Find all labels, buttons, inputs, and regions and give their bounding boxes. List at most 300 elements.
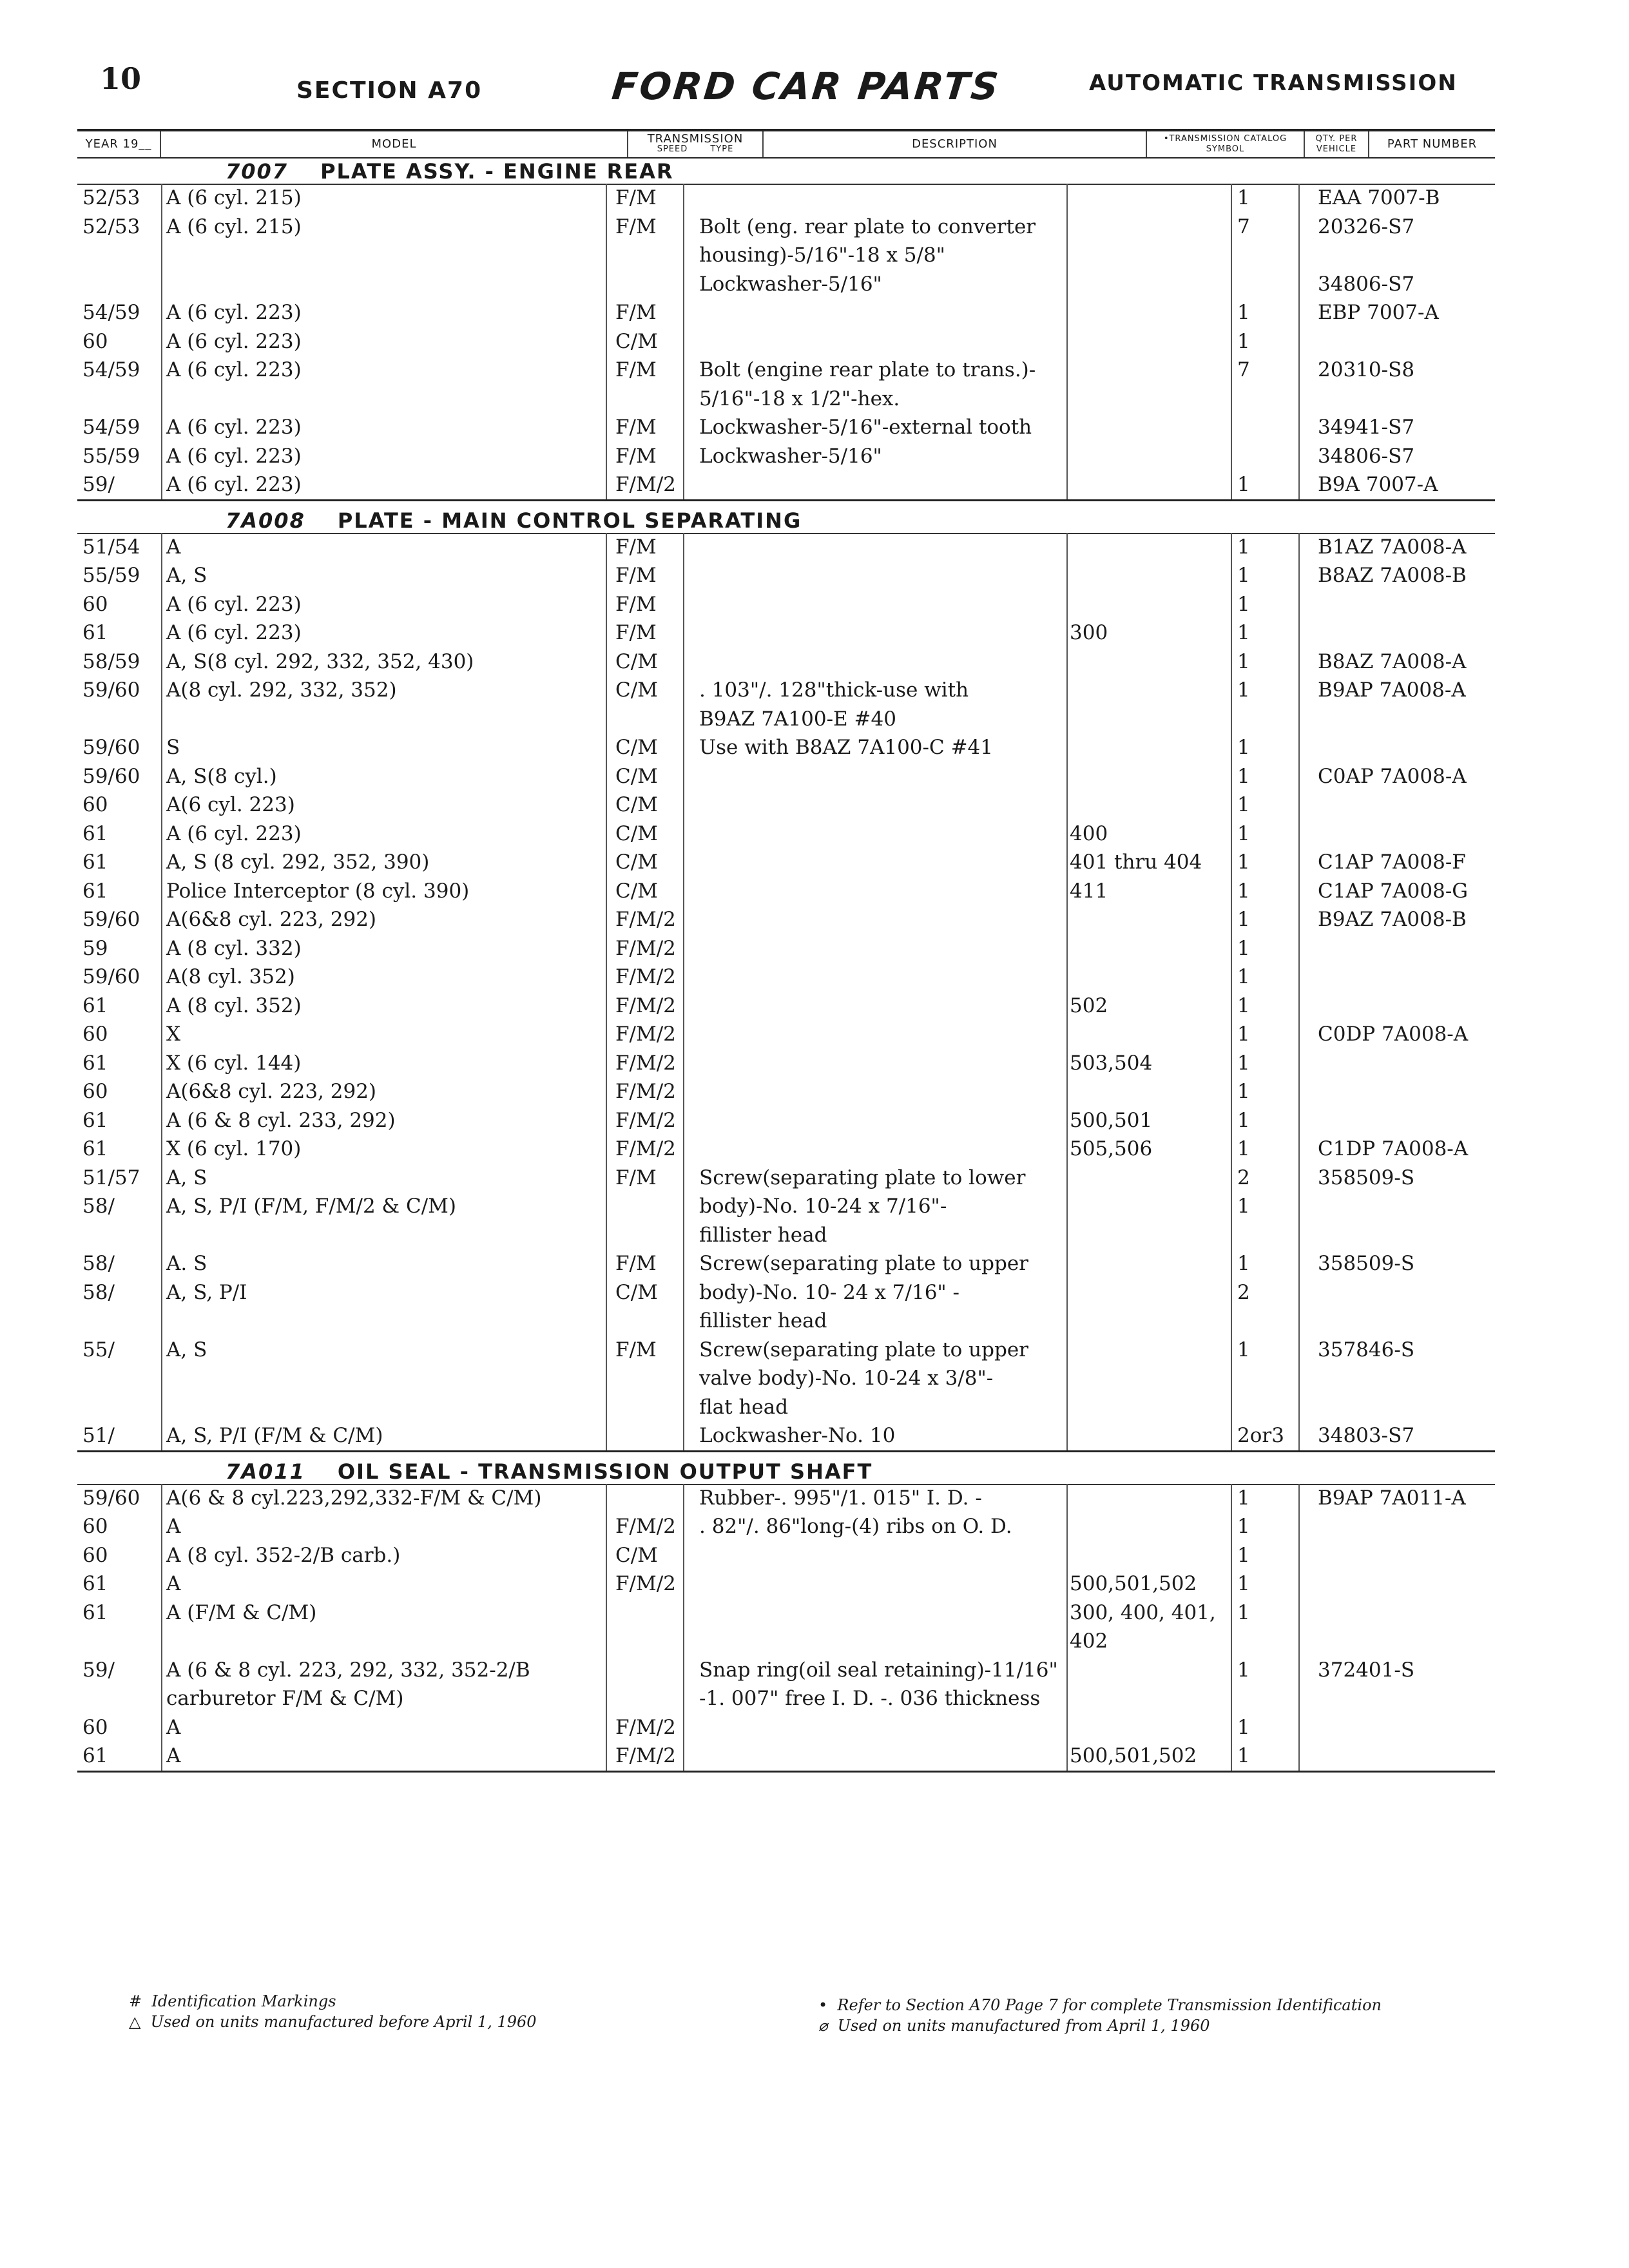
cell-year: 52/53	[82, 215, 140, 238]
cell-year: 59/60	[82, 764, 140, 788]
cell-type: C/M	[615, 822, 658, 845]
cell-description: Rubber-. 995"/1. 015" I. D. -	[699, 1486, 982, 1510]
cell-year: 55/59	[82, 444, 140, 468]
cell-description: body)-No. 10-24 x 7/16"-	[699, 1195, 947, 1218]
cell-year: 60	[82, 1515, 108, 1538]
table-row	[77, 1657, 1495, 1686]
table-row	[77, 1078, 1495, 1107]
cell-type: F/M	[615, 215, 657, 238]
cell-description: Screw(separating plate to lower	[699, 1166, 1026, 1189]
cell-description: body)-No. 10- 24 x 7/16" -	[699, 1280, 959, 1304]
cell-description: Bolt (engine rear plate to trans.)-	[699, 358, 1036, 381]
column-divider	[1231, 184, 1232, 499]
cell-part-number: C0DP 7A008-A	[1318, 1023, 1469, 1046]
cell-year: 59/60	[82, 678, 140, 702]
cell-year: 61	[82, 1572, 108, 1595]
cell-catalog: 502	[1070, 994, 1108, 1017]
cell-model: A (6 & 8 cyl. 223, 292, 332, 352-2/B	[166, 1658, 530, 1682]
footnote-after-1960	[818, 2015, 1210, 2036]
column-header	[77, 129, 1495, 159]
column-divider	[683, 184, 684, 499]
cell-part-number: 34803-S7	[1318, 1424, 1415, 1447]
hash-symbol: #	[129, 1992, 142, 2010]
cell-description: . 82"/. 86"long-(4) ribs on O. D.	[699, 1515, 1012, 1538]
table-row	[77, 1250, 1495, 1279]
cell-year: 54/59	[82, 358, 140, 381]
cell-type: F/M/2	[615, 936, 676, 960]
cell-qty: 2	[1237, 1280, 1250, 1304]
cell-qty: 1	[1237, 649, 1250, 673]
table-row	[77, 471, 1495, 500]
cell-type: F/M	[615, 535, 657, 559]
table-row	[77, 1714, 1495, 1743]
cell-year: 54/59	[82, 416, 140, 439]
table-row	[77, 533, 1495, 562]
column-divider	[683, 1484, 684, 1771]
cell-year: 60	[82, 592, 108, 616]
col-transmission	[628, 131, 764, 157]
cell-qty: 1	[1237, 621, 1250, 644]
col-transmission-label: TRANSMISSION	[647, 132, 744, 146]
cell-model: X (6 cyl. 170)	[166, 1137, 302, 1160]
cell-model: X (6 cyl. 144)	[166, 1051, 302, 1075]
cell-type: C/M	[615, 764, 658, 788]
cell-type: C/M	[615, 678, 658, 702]
column-divider	[1298, 533, 1300, 1450]
cell-model: A (6 cyl. 223)	[166, 822, 302, 845]
cell-year: 61	[82, 850, 108, 874]
cell-model: A (6 cyl. 223)	[166, 329, 302, 353]
cell-qty: 7	[1237, 358, 1250, 381]
col-year: YEAR 19__	[77, 131, 161, 157]
footnote-refer-text: Refer to Section A70 Page 7 for complete Transmission Identification	[837, 1996, 1382, 2014]
cell-part-number: 34941-S7	[1318, 416, 1415, 439]
cell-year: 59/	[82, 1658, 115, 1682]
cell-type: F/M	[615, 301, 657, 324]
column-divider	[606, 1484, 607, 1771]
cell-type: C/M	[615, 879, 658, 903]
cell-qty: 2	[1237, 1166, 1250, 1189]
section-bottom-rule	[77, 1450, 1495, 1452]
cell-type: F/M/2	[615, 1744, 676, 1767]
cell-type: F/M/2	[615, 965, 676, 988]
cell-qty: 1	[1237, 1195, 1250, 1218]
cell-model: A(6 & 8 cyl.223,292,332-F/M & C/M)	[166, 1486, 542, 1510]
cell-year: 61	[82, 1137, 108, 1160]
footnote-before-text: Used on units manufactured before April 1, 1960	[150, 2013, 537, 2031]
cell-type: F/M/2	[615, 1051, 676, 1075]
column-divider	[606, 533, 607, 1450]
section-bottom-rule	[77, 1771, 1495, 1773]
cell-description: Lockwasher-5/16"-external tooth	[699, 416, 1032, 439]
cell-type: F/M/2	[615, 908, 676, 931]
cell-qty: 1	[1237, 1023, 1250, 1046]
cell-type: F/M	[615, 1252, 657, 1275]
cell-part-number: C1AP 7A008-G	[1318, 879, 1469, 903]
col-description: DESCRIPTION	[764, 131, 1147, 157]
table-row	[77, 619, 1495, 648]
cell-model: A (6 cyl. 223)	[166, 416, 302, 439]
cell-type: F/M/2	[615, 473, 676, 496]
section-bottom-rule	[77, 499, 1495, 501]
cell-qty: 1	[1237, 329, 1250, 353]
table-row	[77, 1542, 1495, 1571]
cell-qty: 1	[1237, 1486, 1250, 1510]
cell-catalog: 400	[1070, 822, 1108, 845]
cell-model: A. S	[166, 1252, 207, 1275]
table-row	[77, 1570, 1495, 1599]
cell-description: housing)-5/16"-18 x 5/8"	[699, 244, 945, 267]
cell-type: F/M/2	[615, 1137, 676, 1160]
table-row	[77, 963, 1495, 992]
cell-qty: 1	[1237, 1137, 1250, 1160]
cell-year: 60	[82, 1543, 108, 1567]
cell-part-number: 20310-S8	[1318, 358, 1415, 381]
table-row	[77, 356, 1495, 385]
cell-type: F/M/2	[615, 1715, 676, 1739]
cell-type: C/M	[615, 329, 658, 353]
cell-type: C/M	[615, 793, 658, 816]
cell-year: 61	[82, 621, 108, 644]
table-row	[77, 763, 1495, 792]
table-row	[77, 992, 1495, 1021]
column-divider	[161, 533, 162, 1450]
column-divider	[1298, 1484, 1300, 1771]
cell-model: A, S, P/I (F/M & C/M)	[166, 1424, 383, 1447]
section-name: PLATE - MAIN CONTROL SEPARATING	[337, 508, 802, 533]
cell-year: 60	[82, 793, 108, 816]
cell-type: F/M	[615, 186, 657, 209]
table-row	[77, 820, 1495, 849]
cell-year: 52/53	[82, 186, 140, 209]
col-speed-type	[657, 144, 734, 155]
table-row	[77, 328, 1495, 357]
cell-year: 58/	[82, 1195, 115, 1218]
cell-qty: 1	[1237, 822, 1250, 845]
table-row	[77, 1485, 1495, 1514]
cell-part-number: B1AZ 7A008-A	[1318, 535, 1467, 559]
cell-year: 61	[82, 822, 108, 845]
cell-year: 60	[82, 329, 108, 353]
cell-qty: 1	[1237, 535, 1250, 559]
table-row	[77, 184, 1495, 213]
section-code: 7007	[226, 159, 289, 184]
table-row	[77, 1021, 1495, 1050]
cell-catalog: 500,501	[1070, 1108, 1153, 1132]
table-row	[77, 1050, 1495, 1079]
cell-year: 51/54	[82, 535, 140, 559]
cell-qty: 1	[1237, 879, 1250, 903]
cell-qty: 1	[1237, 186, 1250, 209]
cell-year: 55/	[82, 1338, 115, 1361]
page-subtitle: AUTOMATIC TRANSMISSION	[1089, 70, 1458, 96]
table-row	[77, 1279, 1495, 1308]
cell-model: carburetor F/M & C/M)	[166, 1687, 404, 1710]
cell-qty: 1	[1237, 1600, 1250, 1624]
cell-description: Lockwasher-5/16"	[699, 272, 882, 296]
cell-part-number: 357846-S	[1318, 1338, 1415, 1361]
cell-year: 60	[82, 1080, 108, 1103]
cell-description: Lockwasher-5/16"	[699, 444, 882, 468]
table-row	[77, 734, 1495, 763]
table-row	[77, 1394, 1495, 1423]
cell-part-number: EAA 7007-B	[1318, 186, 1440, 209]
cell-catalog: 300	[1070, 621, 1108, 644]
cell-year: 58/	[82, 1280, 115, 1304]
col-qty: QTY. PER VEHICLE	[1305, 131, 1369, 157]
table-row	[77, 1107, 1495, 1136]
cell-part-number: C0AP 7A008-A	[1318, 764, 1467, 788]
cell-year: 60	[82, 1023, 108, 1046]
cell-year: 59/60	[82, 908, 140, 931]
cell-year: 61	[82, 1108, 108, 1132]
cell-model: A (6 cyl. 215)	[166, 186, 302, 209]
cell-model: A, S	[166, 1338, 207, 1361]
cell-model: A, S	[166, 1166, 207, 1189]
table-row	[77, 1685, 1495, 1714]
cell-model: A	[166, 1515, 181, 1538]
cell-qty: 1	[1237, 1658, 1250, 1682]
cell-qty: 7	[1237, 215, 1250, 238]
cell-part-number: B9AP 7A011-A	[1318, 1486, 1466, 1510]
cell-year: 58/59	[82, 649, 140, 673]
table-row	[77, 443, 1495, 472]
section-title	[226, 159, 674, 184]
cell-type: F/M	[615, 1166, 657, 1189]
cell-type: F/M/2	[615, 1572, 676, 1595]
cell-type: F/M	[615, 444, 657, 468]
cell-type: F/M/2	[615, 1023, 676, 1046]
cell-model: S	[166, 736, 180, 759]
cell-qty: 1	[1237, 1338, 1250, 1361]
cell-catalog: 500,501,502	[1070, 1572, 1197, 1595]
table-row	[77, 1222, 1495, 1251]
table-row	[77, 591, 1495, 620]
cell-year: 59/	[82, 473, 115, 496]
cell-part-number: B9AZ 7A008-B	[1318, 908, 1467, 931]
table-row	[77, 648, 1495, 677]
cell-type: F/M/2	[615, 1515, 676, 1538]
column-divider	[1231, 1484, 1232, 1771]
cell-qty: 1	[1237, 764, 1250, 788]
cell-type: F/M	[615, 564, 657, 587]
cell-model: Police Interceptor (8 cyl. 390)	[166, 879, 470, 903]
cell-type: F/M/2	[615, 994, 676, 1017]
cell-type: F/M	[615, 621, 657, 644]
column-divider	[1298, 184, 1300, 499]
cell-model: A (6 cyl. 223)	[166, 621, 302, 644]
footnote-after-text: Used on units manufactured from April 1, 1960	[837, 2017, 1210, 2035]
cell-model: A(8 cyl. 292, 332, 352)	[166, 678, 397, 702]
section-code: 7A008	[226, 508, 305, 533]
cell-description: Lockwasher-No. 10	[699, 1424, 896, 1447]
cell-model: X	[166, 1023, 181, 1046]
cell-qty: 1	[1237, 1515, 1250, 1538]
cell-year: 59/60	[82, 1486, 140, 1510]
cell-catalog: 411	[1070, 879, 1108, 903]
column-divider	[606, 184, 607, 499]
table-row	[77, 299, 1495, 328]
cell-type: C/M	[615, 1280, 658, 1304]
table-row	[77, 414, 1495, 443]
cell-part-number: EBP 7007-A	[1318, 301, 1439, 324]
cell-model: A (F/M & C/M)	[166, 1600, 317, 1624]
cell-description: Screw(separating plate to upper	[699, 1338, 1029, 1361]
table-row	[77, 1599, 1495, 1628]
table-row	[77, 1422, 1495, 1451]
table-row	[77, 906, 1495, 935]
cell-catalog: 300, 400, 401,	[1070, 1600, 1216, 1624]
table-row	[77, 213, 1495, 242]
cell-part-number: 20326-S7	[1318, 215, 1415, 238]
cell-model: A (6 cyl. 223)	[166, 444, 302, 468]
cell-qty: 1	[1237, 301, 1250, 324]
footnote-identification	[129, 1991, 336, 2012]
cell-qty: 1	[1237, 1051, 1250, 1075]
column-divider	[683, 533, 684, 1450]
cell-qty: 1	[1237, 994, 1250, 1017]
cell-description: fillister head	[699, 1309, 827, 1332]
column-divider	[161, 184, 162, 499]
cell-description: . 103"/. 128"thick-use with	[699, 678, 969, 702]
cell-qty: 1	[1237, 1572, 1250, 1595]
table-row	[77, 271, 1495, 300]
cell-qty: 1	[1237, 793, 1250, 816]
table-row	[77, 706, 1495, 735]
table-row	[77, 849, 1495, 878]
table-row	[77, 242, 1495, 271]
table-row	[77, 1164, 1495, 1193]
column-divider	[161, 1484, 162, 1771]
cell-year: 58/	[82, 1252, 115, 1275]
cell-part-number: 358509-S	[1318, 1252, 1415, 1275]
cell-type: F/M	[615, 416, 657, 439]
cell-model: A (6 cyl. 223)	[166, 358, 302, 381]
cell-catalog: 500,501,502	[1070, 1744, 1197, 1767]
cell-model: A (8 cyl. 332)	[166, 936, 302, 960]
table-row	[77, 1307, 1495, 1336]
cell-model: A	[166, 1715, 181, 1739]
col-catalog: •TRANSMISSION CATALOG SYMBOL	[1147, 131, 1305, 157]
cell-description: Snap ring(oil seal retaining)-11/16"	[699, 1658, 1058, 1682]
cell-qty: 1	[1237, 850, 1250, 874]
table-row	[77, 1336, 1495, 1365]
cell-catalog: 503,504	[1070, 1051, 1153, 1075]
slash-symbol: ⌀	[818, 2017, 828, 2035]
col-type: TYPE	[710, 144, 734, 154]
table-row	[77, 1365, 1495, 1394]
cell-year: 51/57	[82, 1166, 140, 1189]
cell-model: A, S(8 cyl.)	[166, 764, 277, 788]
section-name: PLATE ASSY. - ENGINE REAR	[320, 159, 674, 184]
table-row	[77, 562, 1495, 591]
section-name: OIL SEAL - TRANSMISSION OUTPUT SHAFT	[337, 1459, 873, 1484]
footnote-identification-text: Identification Markings	[151, 1992, 336, 2010]
col-speed: SPEED	[657, 144, 688, 154]
cell-catalog: 402	[1070, 1629, 1108, 1653]
cell-part-number: 372401-S	[1318, 1658, 1415, 1682]
cell-catalog: 505,506	[1070, 1137, 1153, 1160]
table-row	[77, 1742, 1495, 1771]
cell-year: 61	[82, 1600, 108, 1624]
cell-description: Use with B8AZ 7A100-C #41	[699, 736, 993, 759]
cell-part-number: B8AZ 7A008-A	[1318, 649, 1467, 673]
cell-model: A (6 cyl. 223)	[166, 301, 302, 324]
cell-model: A (6 cyl. 223)	[166, 473, 302, 496]
section-title	[226, 1459, 872, 1484]
cell-qty: 1	[1237, 564, 1250, 587]
footnote-refer-section	[818, 1995, 1382, 2015]
col-part-number: PART NUMBER	[1387, 137, 1478, 151]
cell-model: A	[166, 1744, 181, 1767]
cell-model: A, S (8 cyl. 292, 352, 390)	[166, 850, 430, 874]
cell-type: C/M	[615, 850, 658, 874]
cell-description: 5/16"-18 x 1/2"-hex.	[699, 387, 900, 410]
cell-qty: 1	[1237, 936, 1250, 960]
cell-qty: 1	[1237, 1744, 1250, 1767]
bullet-symbol: •	[818, 1996, 828, 2014]
table-row	[77, 935, 1495, 964]
page-title: FORD CAR PARTS	[610, 64, 1003, 108]
cell-year: 59	[82, 936, 108, 960]
cell-year: 51/	[82, 1424, 115, 1447]
cell-qty: 1	[1237, 678, 1250, 702]
cell-type: C/M	[615, 1543, 658, 1567]
cell-type: C/M	[615, 736, 658, 759]
footnote-before-1960	[129, 2012, 537, 2032]
column-divider	[1066, 184, 1068, 499]
cell-model: A(6&8 cyl. 223, 292)	[166, 908, 377, 931]
page-number: 10	[100, 61, 142, 96]
cell-qty: 1	[1237, 1080, 1250, 1103]
cell-model: A (8 cyl. 352)	[166, 994, 302, 1017]
cell-description: flat head	[699, 1395, 789, 1419]
section-title	[226, 508, 802, 533]
cell-year: 54/59	[82, 301, 140, 324]
cell-type: F/M	[615, 592, 657, 616]
section-code: 7A011	[226, 1459, 305, 1484]
cell-qty: 1	[1237, 1108, 1250, 1132]
cell-part-number: 34806-S7	[1318, 444, 1415, 468]
cell-year: 59/60	[82, 965, 140, 988]
cell-year: 60	[82, 1715, 108, 1739]
cell-type: F/M/2	[615, 1080, 676, 1103]
col-model: MODEL	[161, 131, 628, 157]
cell-part-number: B8AZ 7A008-B	[1318, 564, 1467, 587]
cell-part-number: B9AP 7A008-A	[1318, 678, 1466, 702]
table-row	[77, 1513, 1495, 1542]
cell-model: A, S(8 cyl. 292, 332, 352, 430)	[166, 649, 474, 673]
cell-model: A (8 cyl. 352-2/B carb.)	[166, 1543, 401, 1567]
table-row	[77, 791, 1495, 820]
cell-year: 61	[82, 1051, 108, 1075]
column-divider	[1231, 533, 1232, 1450]
cell-year: 61	[82, 994, 108, 1017]
table-row	[77, 1628, 1495, 1657]
cell-qty: 1	[1237, 473, 1250, 496]
table-row	[77, 1193, 1495, 1222]
cell-model: A(8 cyl. 352)	[166, 965, 295, 988]
cell-type: F/M/2	[615, 1108, 676, 1132]
cell-year: 61	[82, 1744, 108, 1767]
table-row	[77, 1135, 1495, 1164]
cell-qty: 1	[1237, 1715, 1250, 1739]
cell-model: A (6 & 8 cyl. 233, 292)	[166, 1108, 396, 1132]
cell-model: A	[166, 535, 181, 559]
cell-model: A(6 cyl. 223)	[166, 793, 295, 816]
column-divider	[1066, 1484, 1068, 1771]
cell-qty: 1	[1237, 592, 1250, 616]
